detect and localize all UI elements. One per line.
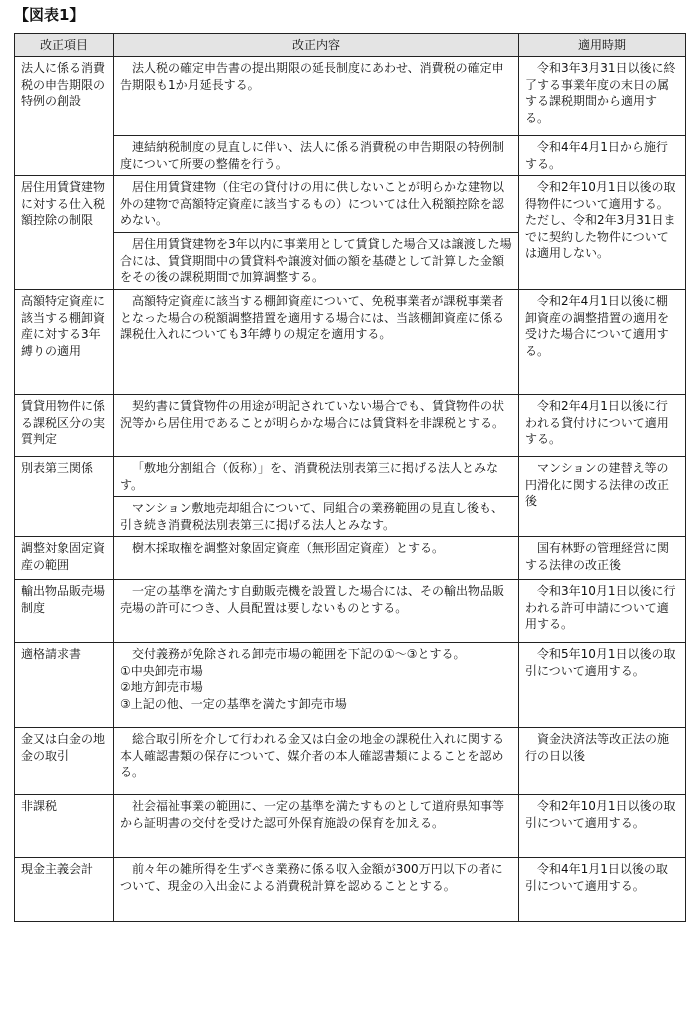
row-content xyxy=(114,176,519,233)
row-period xyxy=(519,176,686,290)
row-content xyxy=(114,728,519,795)
content-text: 法人税の確定申告書の提出期限の延長制度にあわせ、消費税の確定申告期限も1か月延長する。 xyxy=(120,61,504,92)
table-subrow xyxy=(15,136,686,176)
content-text: 総合取引所を介して行われる金又は白金の地金の課税仕入れに関する本人確認書類の保存について、媒介者の本人確認書類によることを認める。 xyxy=(120,732,505,779)
period-text: 令和4年4月1日から施行する。 xyxy=(525,140,668,171)
table-row xyxy=(15,537,686,580)
content-text: 社会福祉事業の範囲に、一定の基準を満たすものとして道府県知事等から証明書の交付を受けた認可外保育施設の保育を加える。 xyxy=(120,799,505,830)
table-row xyxy=(15,858,686,922)
content-text: 居住用賃貸建物（住宅の貸付けの用に供しないことが明らかな建物以外の建物で高額特定資産に該当するもの）については仕入税額控除を認めない。 xyxy=(120,180,505,227)
header-row xyxy=(15,34,686,57)
period-text: 令和3年3月31日以後に終了する事業年度の末日の属する課税期間から適用する。 xyxy=(525,61,676,125)
header-item: 改正項目 xyxy=(15,34,114,57)
table-row xyxy=(15,176,686,233)
content-text: 樹木採取権を調整対象固定資産（無形固定資産）とする。 xyxy=(132,541,445,555)
row-item: 現金主義会計 xyxy=(15,858,114,922)
row-content xyxy=(114,795,519,858)
row-period xyxy=(519,643,686,728)
row-content xyxy=(114,136,519,176)
row-content xyxy=(114,457,519,497)
content-text: 一定の基準を満たす自動販売機を設置した場合には、その輸出物品販売場の許可につき、人員配置は要しないものとする。 xyxy=(120,584,505,615)
row-item: 別表第三関係 xyxy=(15,457,114,537)
row-content xyxy=(114,858,519,922)
period-text: 令和5年10月1日以後の取引について適用する。 xyxy=(525,647,676,678)
row-period xyxy=(519,290,686,395)
header-period: 適用時期 xyxy=(519,34,686,57)
period-text: 令和3年10月1日以後に行われる許可申請について適用する。 xyxy=(525,584,676,631)
row-item: 適格請求書 xyxy=(15,643,114,728)
row-content xyxy=(114,643,519,728)
period-text: 国有林野の管理経営に関する法律の改正後 xyxy=(525,541,670,572)
row-period xyxy=(519,395,686,457)
row-item: 金又は白金の地金の取引 xyxy=(15,728,114,795)
tax-reform-table xyxy=(14,33,686,922)
row-item: 法人に係る消費税の申告期限の特例の創設 xyxy=(15,57,114,176)
row-period xyxy=(519,136,686,176)
header-content: 改正内容 xyxy=(114,34,519,57)
row-item: 輸出物品販売場制度 xyxy=(15,580,114,643)
table-row xyxy=(15,795,686,858)
row-content xyxy=(114,233,519,290)
row-period xyxy=(519,580,686,643)
period-text: 令和2年10月1日以後の取得物件について適用する。ただし、令和2年3月31日までに契約した物件については適用しない。 xyxy=(525,180,676,260)
content-text: 居住用賃貸建物を3年以内に事業用として賃貸した場合又は譲渡した場合には、賃貸期間中の賃貸料や譲渡対価の額を基礎として計算した金額をその後の課税期間で加算調整する。 xyxy=(120,237,512,284)
row-content xyxy=(114,57,519,136)
row-period xyxy=(519,858,686,922)
row-content xyxy=(114,580,519,643)
content-text: 前々年の雑所得を生ずべき業務に係る収入金額が300万円以下の者について、現金の入出金による消費税計算を認めることとする。 xyxy=(120,862,503,893)
row-content xyxy=(114,497,519,537)
content-text: 連結納税制度の見直しに伴い、法人に係る消費税の申告期限の特例制度について所要の整備を行う。 xyxy=(120,140,505,171)
content-text: 交付義務が免除される卸売市場の範囲を下記の①～③とする。 xyxy=(132,647,466,661)
row-period xyxy=(519,57,686,136)
row-period xyxy=(519,537,686,580)
row-item: 高額特定資産に該当する棚卸資産に対する3年縛りの適用 xyxy=(15,290,114,395)
list-item: ②地方卸売市場 xyxy=(120,680,203,694)
row-item: 非課税 xyxy=(15,795,114,858)
table-row xyxy=(15,57,686,136)
period-text: 令和2年4月1日以後に行われる貸付けについて適用する。 xyxy=(525,399,669,446)
row-period xyxy=(519,728,686,795)
list-item: ③上記の他、一定の基準を満たす卸売市場 xyxy=(120,696,347,711)
table-row xyxy=(15,395,686,457)
period-text: マンションの建替え等の円滑化に関する法律の改正後 xyxy=(525,461,670,508)
table-row xyxy=(15,728,686,795)
content-text: マンション敷地売却組合について、同組合の業務範囲の見直し後も、引き続き消費税法別表第三に掲げる法人とみなす。 xyxy=(120,501,503,532)
row-period xyxy=(519,795,686,858)
table-row xyxy=(15,457,686,497)
figure-label: 【図表1】 xyxy=(14,6,85,24)
row-content xyxy=(114,395,519,457)
period-text: 資金決済法等改正法の施行の日以後 xyxy=(525,732,670,763)
period-text: 令和2年4月1日以後に棚卸資産の調整措置の適用を受けた場合について適用する。 xyxy=(525,294,670,358)
period-text: 令和4年1月1日以後の取引について適用する。 xyxy=(525,862,668,893)
period-text: 令和2年10月1日以後の取引について適用する。 xyxy=(525,799,676,830)
content-text: 高額特定資産に該当する棚卸資産について、免税事業者が課税事業者となった場合の税額調整措置を適用する場合には、当該棚卸資産に係る課税仕入れについても3年縛りの規定を適用する。 xyxy=(120,294,505,341)
table-row xyxy=(15,643,686,728)
row-content xyxy=(114,290,519,395)
row-item: 居住用賃貸建物に対する仕入税額控除の制限 xyxy=(15,176,114,290)
table-row xyxy=(15,290,686,395)
content-text: 「敷地分割組合（仮称）」を、消費税法別表第三に掲げる法人とみなす。 xyxy=(120,461,499,492)
row-item: 賃貸用物件に係る課税区分の実質判定 xyxy=(15,395,114,457)
content-text: 契約書に賃貸物件の用途が明記されていない場合でも、賃貸物件の状況等から居住用であることが明らかな場合には賃貸料を非課税とする。 xyxy=(120,399,505,430)
row-content xyxy=(114,537,519,580)
row-period xyxy=(519,457,686,537)
row-item: 調整対象固定資産の範囲 xyxy=(15,537,114,580)
list-item: ①中央卸売市場 xyxy=(120,663,203,678)
table-row xyxy=(15,580,686,643)
